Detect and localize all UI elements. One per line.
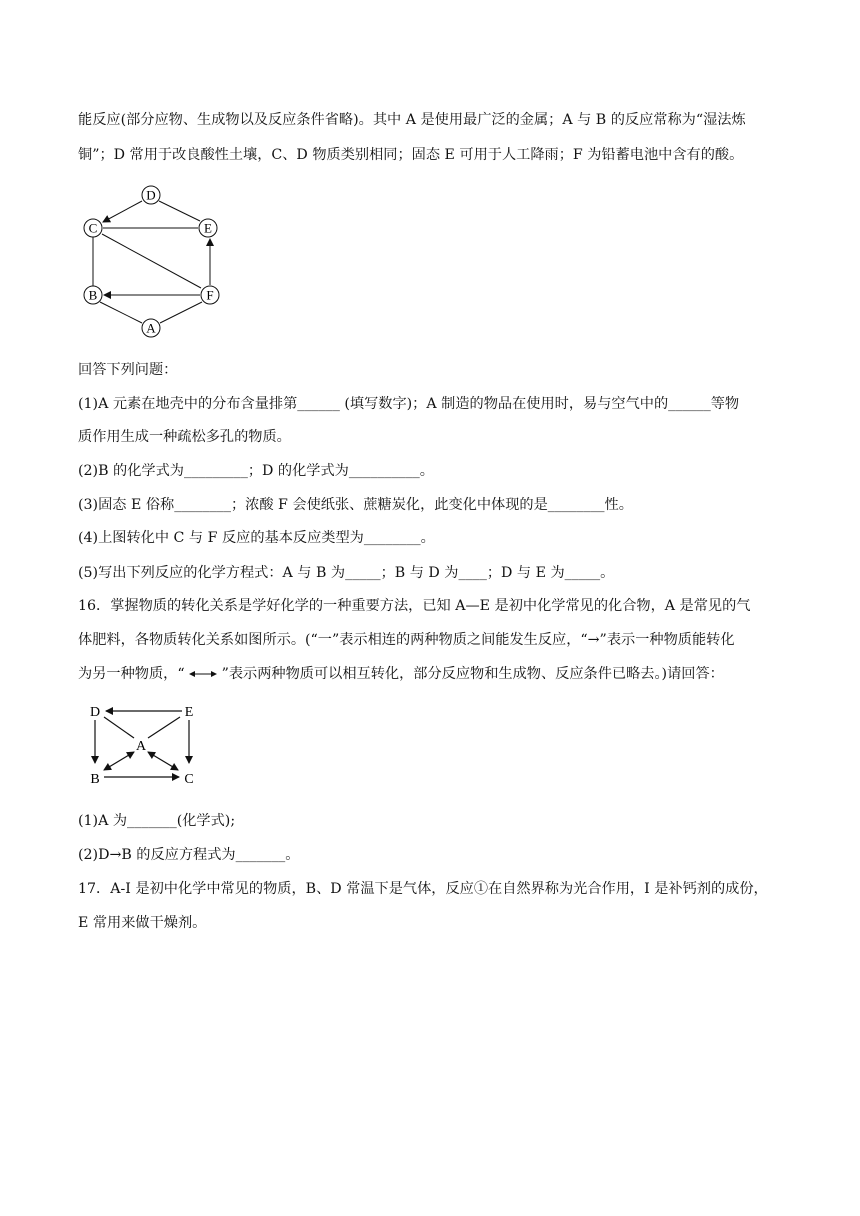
node-a (142, 319, 160, 337)
node-d: D (89, 705, 101, 720)
edge-f-a (160, 302, 202, 323)
double-arrow-icon (189, 669, 217, 679)
edge-b-a (100, 302, 142, 323)
q15-intro-line-1: 能反应(部分应物、生成物以及反应条件省略)。其中 A 是使用最广泛的金属；A 与 B 的反应常称为“湿法炼 (78, 112, 746, 128)
node-c (84, 219, 102, 237)
edge-d-to-c (103, 201, 142, 222)
edge-e-a (148, 717, 180, 738)
q15-part-1-line-1: (1)A 元素在地壳中的分布含量排第______ (填写数字)；A 制造的物品在使用时，易与空气中的______等物 (78, 396, 740, 412)
q17-line-1: 17．A-I 是初中化学中常见的物质，B、D 常温下是气体，反应①在自然界称为光合作用，I 是补钙剂的成份， (78, 881, 768, 897)
svg-text:A: A (146, 320, 156, 336)
node-f (201, 286, 219, 304)
q16-line-3-end: ”表示两种物质可以相互转化，部分反应物和生成物、反应条件已略去。)请回答： (217, 666, 724, 682)
q15-intro-line-2: 铜”；D 常用于改良酸性土壤，C、D 物质类别相同；固态 E 可用于人工降雨；F 为铅蓄电池中含有的酸。 (78, 147, 744, 163)
q15-answer-prompt: 回答下列问题： (78, 362, 178, 378)
svg-text:F: F (206, 287, 214, 303)
q15-part-4: (4)上图转化中 C 与 F 反应的基本反应类型为________。 (78, 530, 435, 546)
edge-a-b (104, 752, 134, 770)
edge-c-f (102, 234, 201, 288)
q16-part-2: (2)D→B 的反应方程式为_______。 (78, 847, 300, 863)
svg-text:D: D (146, 187, 156, 203)
q15-part-1-line-2: 质作用生成一种疏松多孔的物质。 (78, 429, 291, 445)
q16-relationship-diagram (82, 700, 202, 790)
q15-part-2: (2)B 的化学式为_________；D 的化学式为__________。 (78, 463, 434, 479)
q15-part-5: (5)写出下列反应的化学方程式：A 与 B 为_____；B 与 D 为____；D 与 E 为_____。 (78, 565, 615, 581)
q16-line-1: 16．掌握物质的转化关系是学好化学的一种重要方法，已知 A—E 是初中化学常见的化合物，A 是常见的气 (78, 598, 751, 614)
q16-line-3-start: 为另一种物质，“ (78, 666, 190, 682)
node-b: B (90, 772, 100, 787)
svg-text:E: E (204, 220, 212, 236)
svg-text:C: C (88, 220, 98, 236)
node-c: C (184, 772, 194, 787)
edge-d-e (159, 201, 200, 221)
node-e (199, 219, 217, 237)
edge-d-a (104, 717, 134, 738)
node-a: A (135, 739, 147, 754)
edge-a-c (148, 752, 178, 770)
q17-line-2: E 常用来做干燥剂。 (78, 915, 207, 931)
q15-relationship-diagram (76, 180, 226, 340)
node-d (142, 186, 160, 204)
node-e: E (184, 705, 194, 720)
q16-part-1: (1)A 为_______(化学式); (78, 813, 236, 829)
q16-line-2: 体肥料，各物质转化关系如图所示。(“一”表示相连的两种物质之间能发生反应，“→”表示一种物质能转化 (78, 632, 735, 648)
svg-text:B: B (88, 287, 98, 303)
q16-line-3 (78, 664, 778, 684)
q15-part-3: (3)固态 E 俗称________；浓酸 F 会使纸张、蔗糖炭化，此变化中体现的是________性。 (78, 497, 633, 513)
node-b (84, 286, 102, 304)
